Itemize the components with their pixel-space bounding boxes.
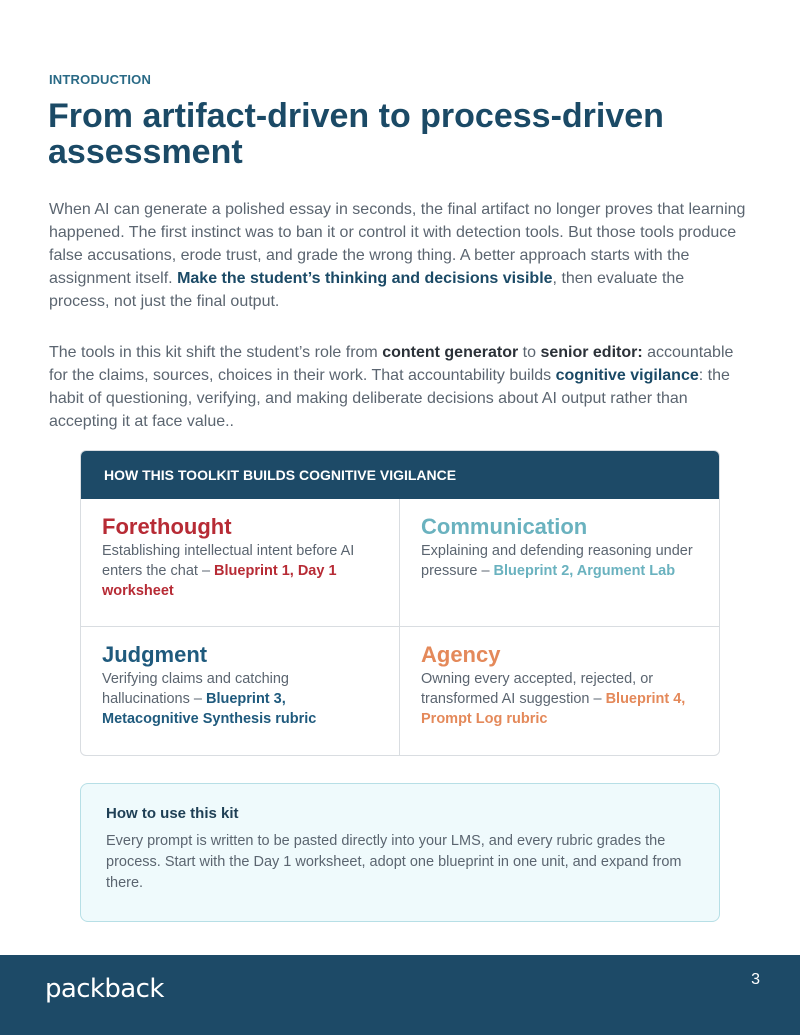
page-footer [0,955,800,1035]
toolkit-cell-communication [400,499,719,627]
page-title: From artifact-driven to process-driven assessment [48,97,664,171]
intro-text-2: , then evaluate the process, not just the final output. [49,270,685,310]
cell-text: Verifying claims and catching hallucinations – [102,671,289,707]
cell-title: Judgment [102,642,208,667]
packback-logo: packback [45,974,164,1004]
cell-title: Communication [421,514,588,539]
section-eyebrow: INTRODUCTION [49,72,152,87]
cell-text: Explaining and defending reasoning under pressure – [421,543,693,579]
toolkit-grid [81,499,719,755]
cell-title: Forethought [102,514,232,539]
cell-reference: Blueprint 3, Metacognitive Synthesis rubric [102,691,317,727]
role-text-2: to [518,344,541,361]
intro-highlight: Make the student’s thinking and decisions visible [177,270,553,287]
role-bold-cognitive-vigilance: cognitive vigilance [555,367,699,384]
toolkit-cell-agency [400,627,719,755]
cell-title: Agency [421,642,501,667]
cell-reference: Blueprint 4, Prompt Log rubric [421,691,686,727]
cell-text: Owning every accepted, rejected, or transformed AI suggestion – [421,671,654,707]
role-text-1: The tools in this kit shift the student’s role from [49,344,383,361]
page-number: 3 [751,971,760,988]
cell-description [421,669,699,729]
toolkit-card [80,450,720,756]
toolkit-cell-judgment [81,627,400,755]
cell-reference: Blueprint 2, Argument Lab [493,563,676,579]
cell-reference: Blueprint 1, Day 1 worksheet [102,563,337,599]
role-text-3: accountable for the claims, sources, choices in their work. That accountability builds [49,344,734,384]
how-to-use-callout [80,783,720,922]
cell-description [421,541,699,581]
cell-description [102,669,379,729]
cell-description [102,541,379,601]
callout-text: Every prompt is written to be pasted directly into your LMS, and every rubric grades the process. Start with the Day 1 worksheet, adopt one blueprint in one unit, and expand from there. [106,833,682,891]
toolkit-cell-forethought [81,499,400,627]
role-text-4: : the habit of questioning, verifying, and making deliberate decisions about AI output rather than accepting it at face value.. [49,367,730,430]
callout-title: How to use this kit [106,805,239,822]
role-bold-senior-editor: senior editor: [540,344,643,361]
intro-text-1: When AI can generate a polished essay in seconds, the final artifact no longer proves that learning happened. The first instinct was to ban it or control it with detection tools. But those tools produce false accusations, erode trust, and grade the wrong thing. A better approach starts with the assignment itself. [49,201,746,287]
role-bold-content-generator: content generator [382,344,519,361]
cell-text: Establishing intellectual intent before AI enters the chat – [102,543,355,579]
role-paragraph [49,341,749,433]
intro-paragraph [49,198,749,313]
toolkit-header: HOW THIS TOOLKIT BUILDS COGNITIVE VIGILANCE [81,451,719,499]
